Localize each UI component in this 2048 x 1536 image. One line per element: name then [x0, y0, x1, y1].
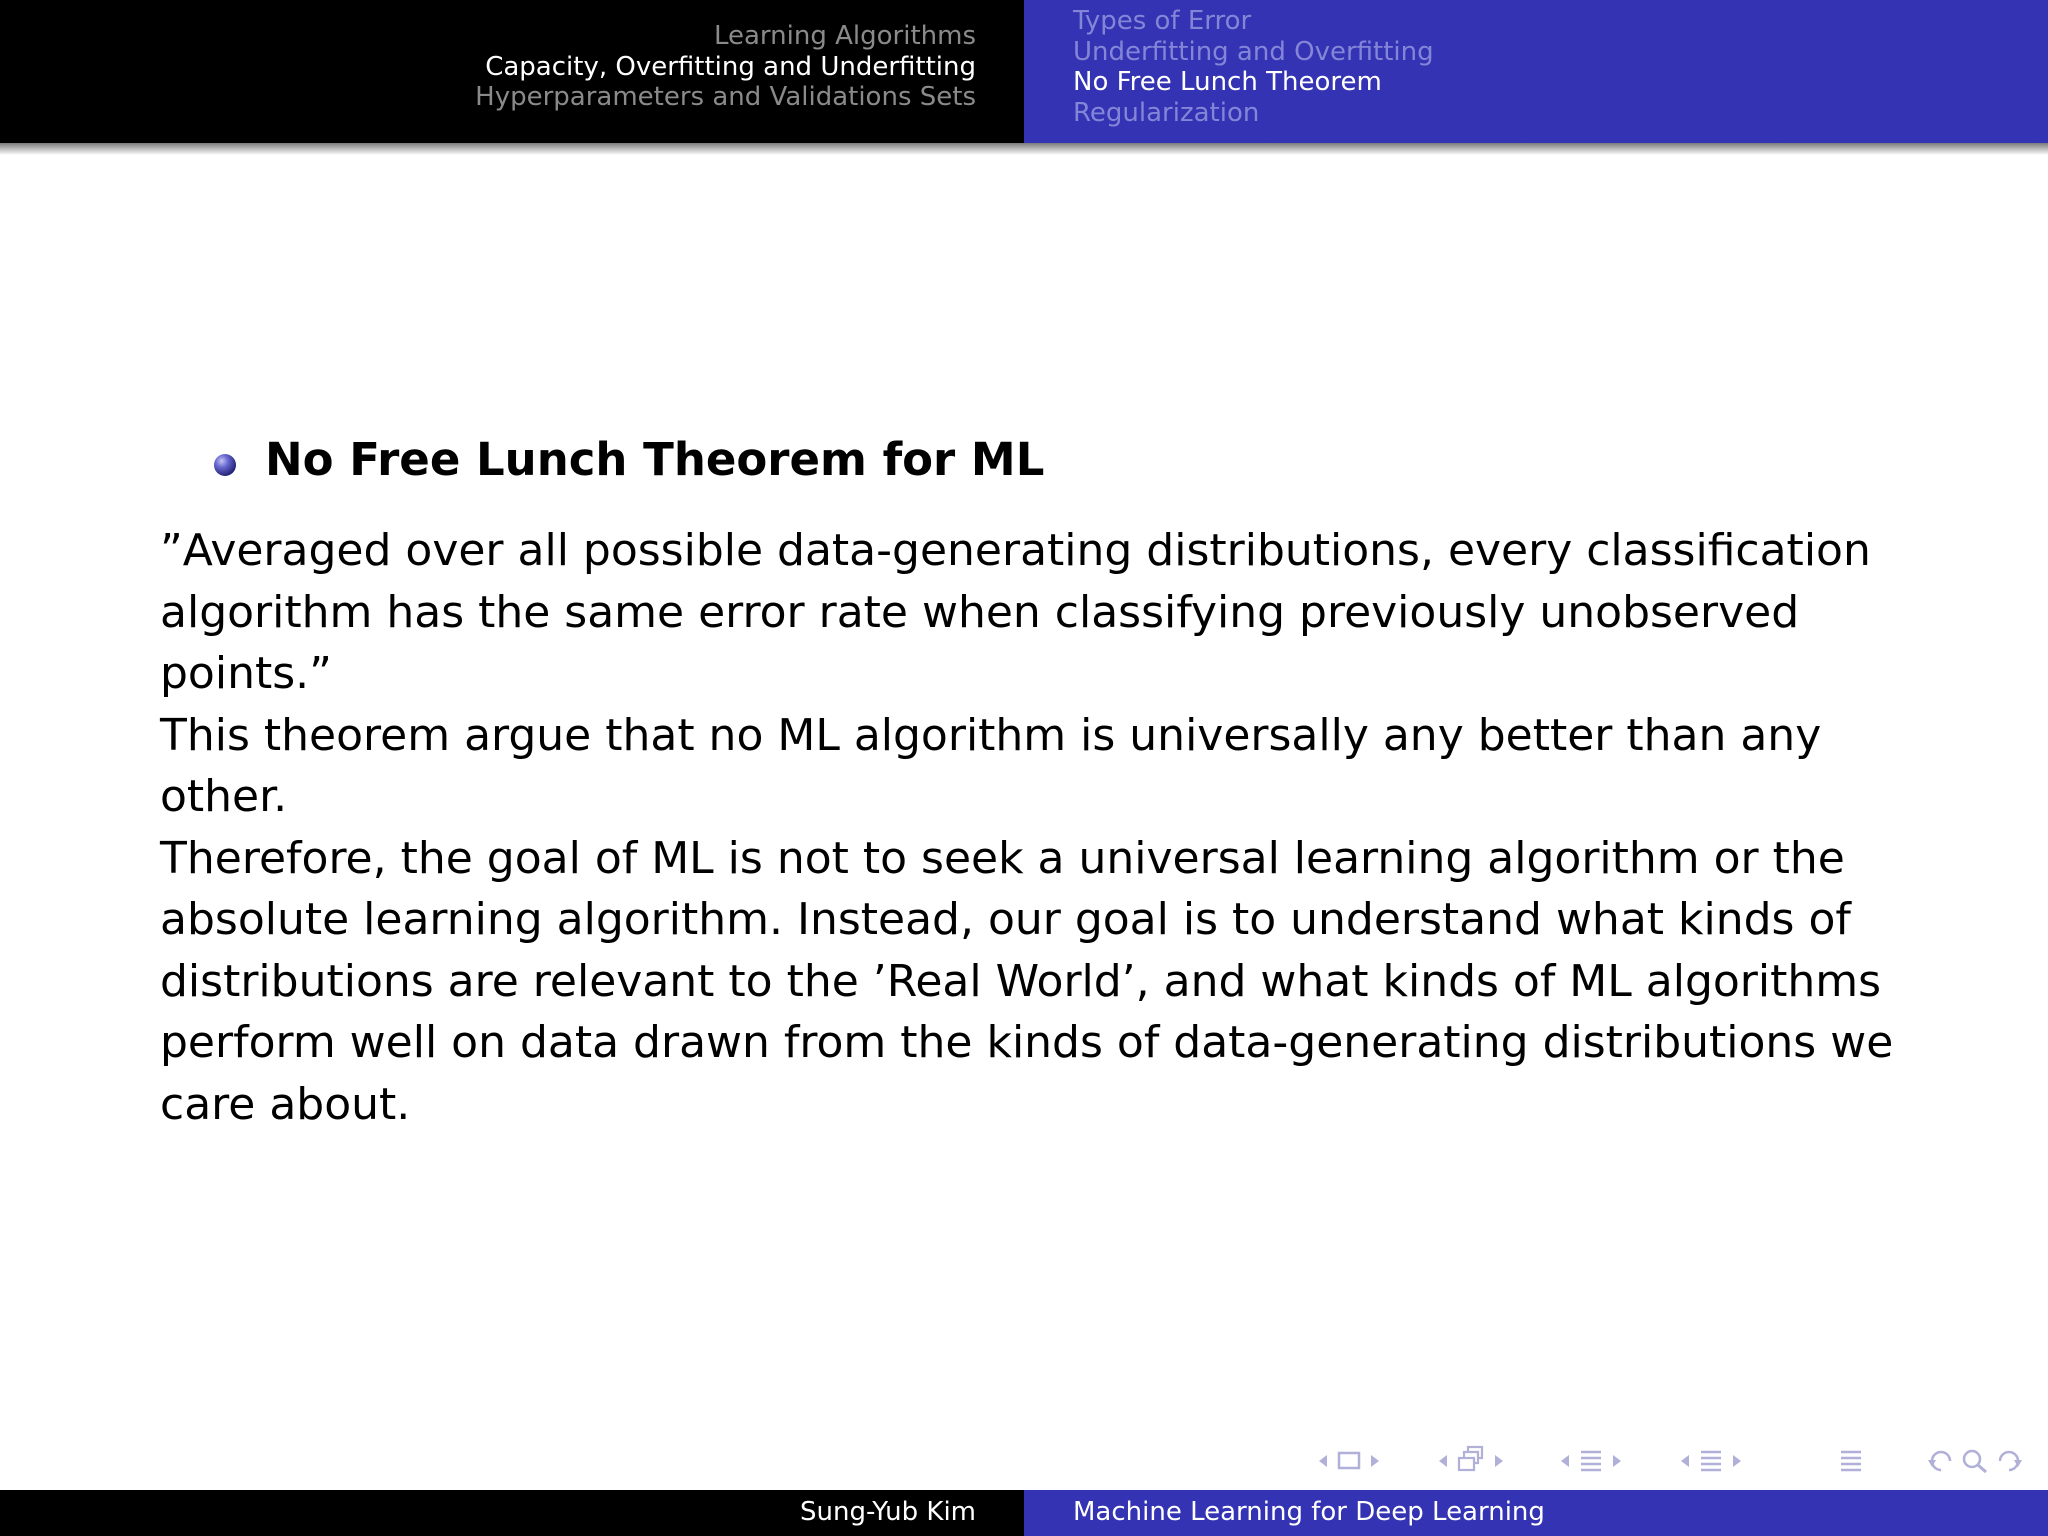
- navigation-symbols: [1310, 1444, 2030, 1478]
- quote-paragraph: ”Averaged over all possible data-generating distributions, every classification algorithm has the same error rate when classifying previously unobserved points.”: [160, 525, 1871, 699]
- subsection-icon[interactable]: [1454, 1444, 1488, 1478]
- forward-icon[interactable]: [1992, 1444, 2026, 1478]
- slide-content: [160, 520, 1900, 1135]
- footer-author-panel: [0, 1490, 1024, 1536]
- header-sections-panel: [0, 0, 1024, 143]
- goal-paragraph: Therefore, the goal of ML is not to seek a universal learning algorithm or the absolute learning algorithm. Instead, our goal is to understand what kinds of distributions are relevant to the ’Real World’, and what kinds of ML algorithms perform well on data drawn from the kinds of data-generating distributions we care about.: [160, 832, 1894, 1130]
- footer-author: Sung-Yub Kim: [799, 1497, 976, 1527]
- section-link-hyperparameters[interactable]: Hyperparameters and Validations Sets: [475, 82, 976, 112]
- section-nav: [475, 21, 976, 113]
- bullet-heading: No Free Lunch Theorem for ML: [265, 433, 1045, 486]
- footer-title-panel: [1024, 1490, 2048, 1536]
- subsection-link-types-of-error[interactable]: Types of Error: [1073, 6, 1252, 36]
- search-icon[interactable]: [1960, 1444, 1990, 1478]
- bullet-icon: [214, 454, 236, 476]
- section-link-learning-algorithms[interactable]: Learning Algorithms: [713, 21, 976, 51]
- next-subsection-icon[interactable]: [1492, 1444, 1506, 1478]
- footer-title: Machine Learning for Deep Learning: [1073, 1497, 1545, 1527]
- next-doc-icon[interactable]: [1730, 1444, 1744, 1478]
- theorem-paragraph: This theorem argue that no ML algorithm is universally any better than any other.: [160, 709, 1822, 822]
- prev-frame-icon[interactable]: [1316, 1444, 1330, 1478]
- subsection-link-underfitting-overfitting[interactable]: Underfitting and Overfitting: [1073, 36, 1434, 67]
- doc-icon[interactable]: [1696, 1444, 1726, 1478]
- appendix-icon[interactable]: [1836, 1444, 1866, 1478]
- prev-doc-icon[interactable]: [1678, 1444, 1692, 1478]
- back-icon[interactable]: [1924, 1444, 1958, 1478]
- header-shadow: [0, 143, 2048, 155]
- prev-section-icon[interactable]: [1558, 1444, 1572, 1478]
- next-section-icon[interactable]: [1610, 1444, 1624, 1478]
- header-subsections-panel: [1024, 0, 2048, 143]
- section-icon[interactable]: [1576, 1444, 1606, 1478]
- frame-icon[interactable]: [1334, 1444, 1364, 1478]
- slide-footer: [0, 1490, 2048, 1536]
- subsection-nav: [1073, 6, 1434, 128]
- prev-subsection-icon[interactable]: [1436, 1444, 1450, 1478]
- subsection-link-no-free-lunch[interactable]: No Free Lunch Theorem: [1073, 67, 1382, 97]
- section-link-capacity[interactable]: Capacity, Overfitting and Underfitting: [485, 51, 976, 82]
- next-frame-icon[interactable]: [1368, 1444, 1382, 1478]
- subsection-link-regularization[interactable]: Regularization: [1073, 97, 1260, 128]
- slide-header: [0, 0, 2048, 143]
